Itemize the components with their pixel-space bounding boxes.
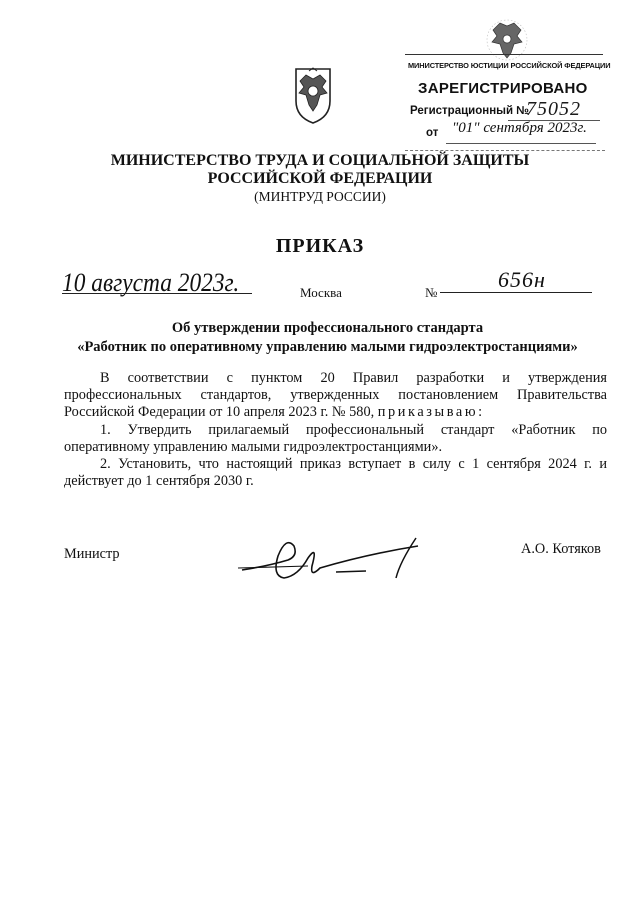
stamp-date-value: "01" сентября 2023г. bbox=[452, 120, 587, 136]
stamp-underline bbox=[446, 143, 596, 144]
ministry-name-line1: МИНИСТЕРСТВО ТРУДА И СОЦИАЛЬНОЙ ЗАЩИТЫ bbox=[110, 152, 530, 169]
coat-of-arms-emblem bbox=[288, 65, 338, 125]
stamp-reg-number: 75052 bbox=[526, 98, 581, 120]
subject-line1: Об утверждении профессионального стандарта bbox=[171, 320, 484, 336]
signatory-name: А.О. Котяков bbox=[521, 541, 601, 557]
stamp-reg-number-label: Регистрационный № bbox=[410, 105, 530, 117]
body-paragraph-3: 2. Установить, что настоящий приказ вступает в силу с 1 сентября 2024 г. и действует до 1 сентября 2030 г. bbox=[64, 456, 607, 490]
order-body bbox=[64, 370, 607, 490]
body-paragraph-2: 1. Утвердить прилагаемый профессиональный стандарт «Работник по оперативному управлению малыми гидроэлектростанциями». bbox=[64, 421, 607, 455]
handwritten-signature bbox=[228, 526, 428, 588]
order-date: 10 августа 2023г. bbox=[62, 268, 240, 297]
stamp-date-label: от bbox=[426, 127, 439, 139]
ministry-short-name: (МИНТРУД РОССИИ) bbox=[254, 189, 386, 204]
orders-word: приказываю: bbox=[377, 404, 485, 421]
ministry-header bbox=[0, 152, 640, 206]
stamp-divider bbox=[405, 150, 605, 151]
stamp-ministry-text: МИНИСТЕРСТВО ЮСТИЦИИ РОССИЙСКОЙ ФЕДЕРАЦИИ bbox=[408, 61, 611, 70]
subject-line2: «Работник по оперативному управлению малыми гидроэлектростанциями» bbox=[77, 339, 578, 355]
stamp-registered-text: ЗАРЕГИСТРИРОВАНО bbox=[418, 80, 588, 97]
order-number: 656н bbox=[498, 267, 546, 292]
signatory-position: Министр bbox=[64, 546, 120, 562]
ministry-name-line2: РОССИЙСКОЙ ФЕДЕРАЦИИ bbox=[207, 170, 433, 187]
body-paragraph-1 bbox=[64, 370, 607, 422]
order-subject bbox=[40, 319, 615, 357]
document-title: ПРИКАЗ bbox=[275, 235, 365, 257]
order-city: Москва bbox=[300, 285, 342, 300]
preamble-text: В соответствии с пунктом 20 Правил разработки и утверждения профессиональных стандартов, утвержденных постановлением Правительства Российской Федерации от 10 апреля 2023 г. № 580, bbox=[64, 370, 607, 421]
number-sign: № bbox=[425, 285, 438, 300]
date-underline bbox=[62, 293, 252, 294]
